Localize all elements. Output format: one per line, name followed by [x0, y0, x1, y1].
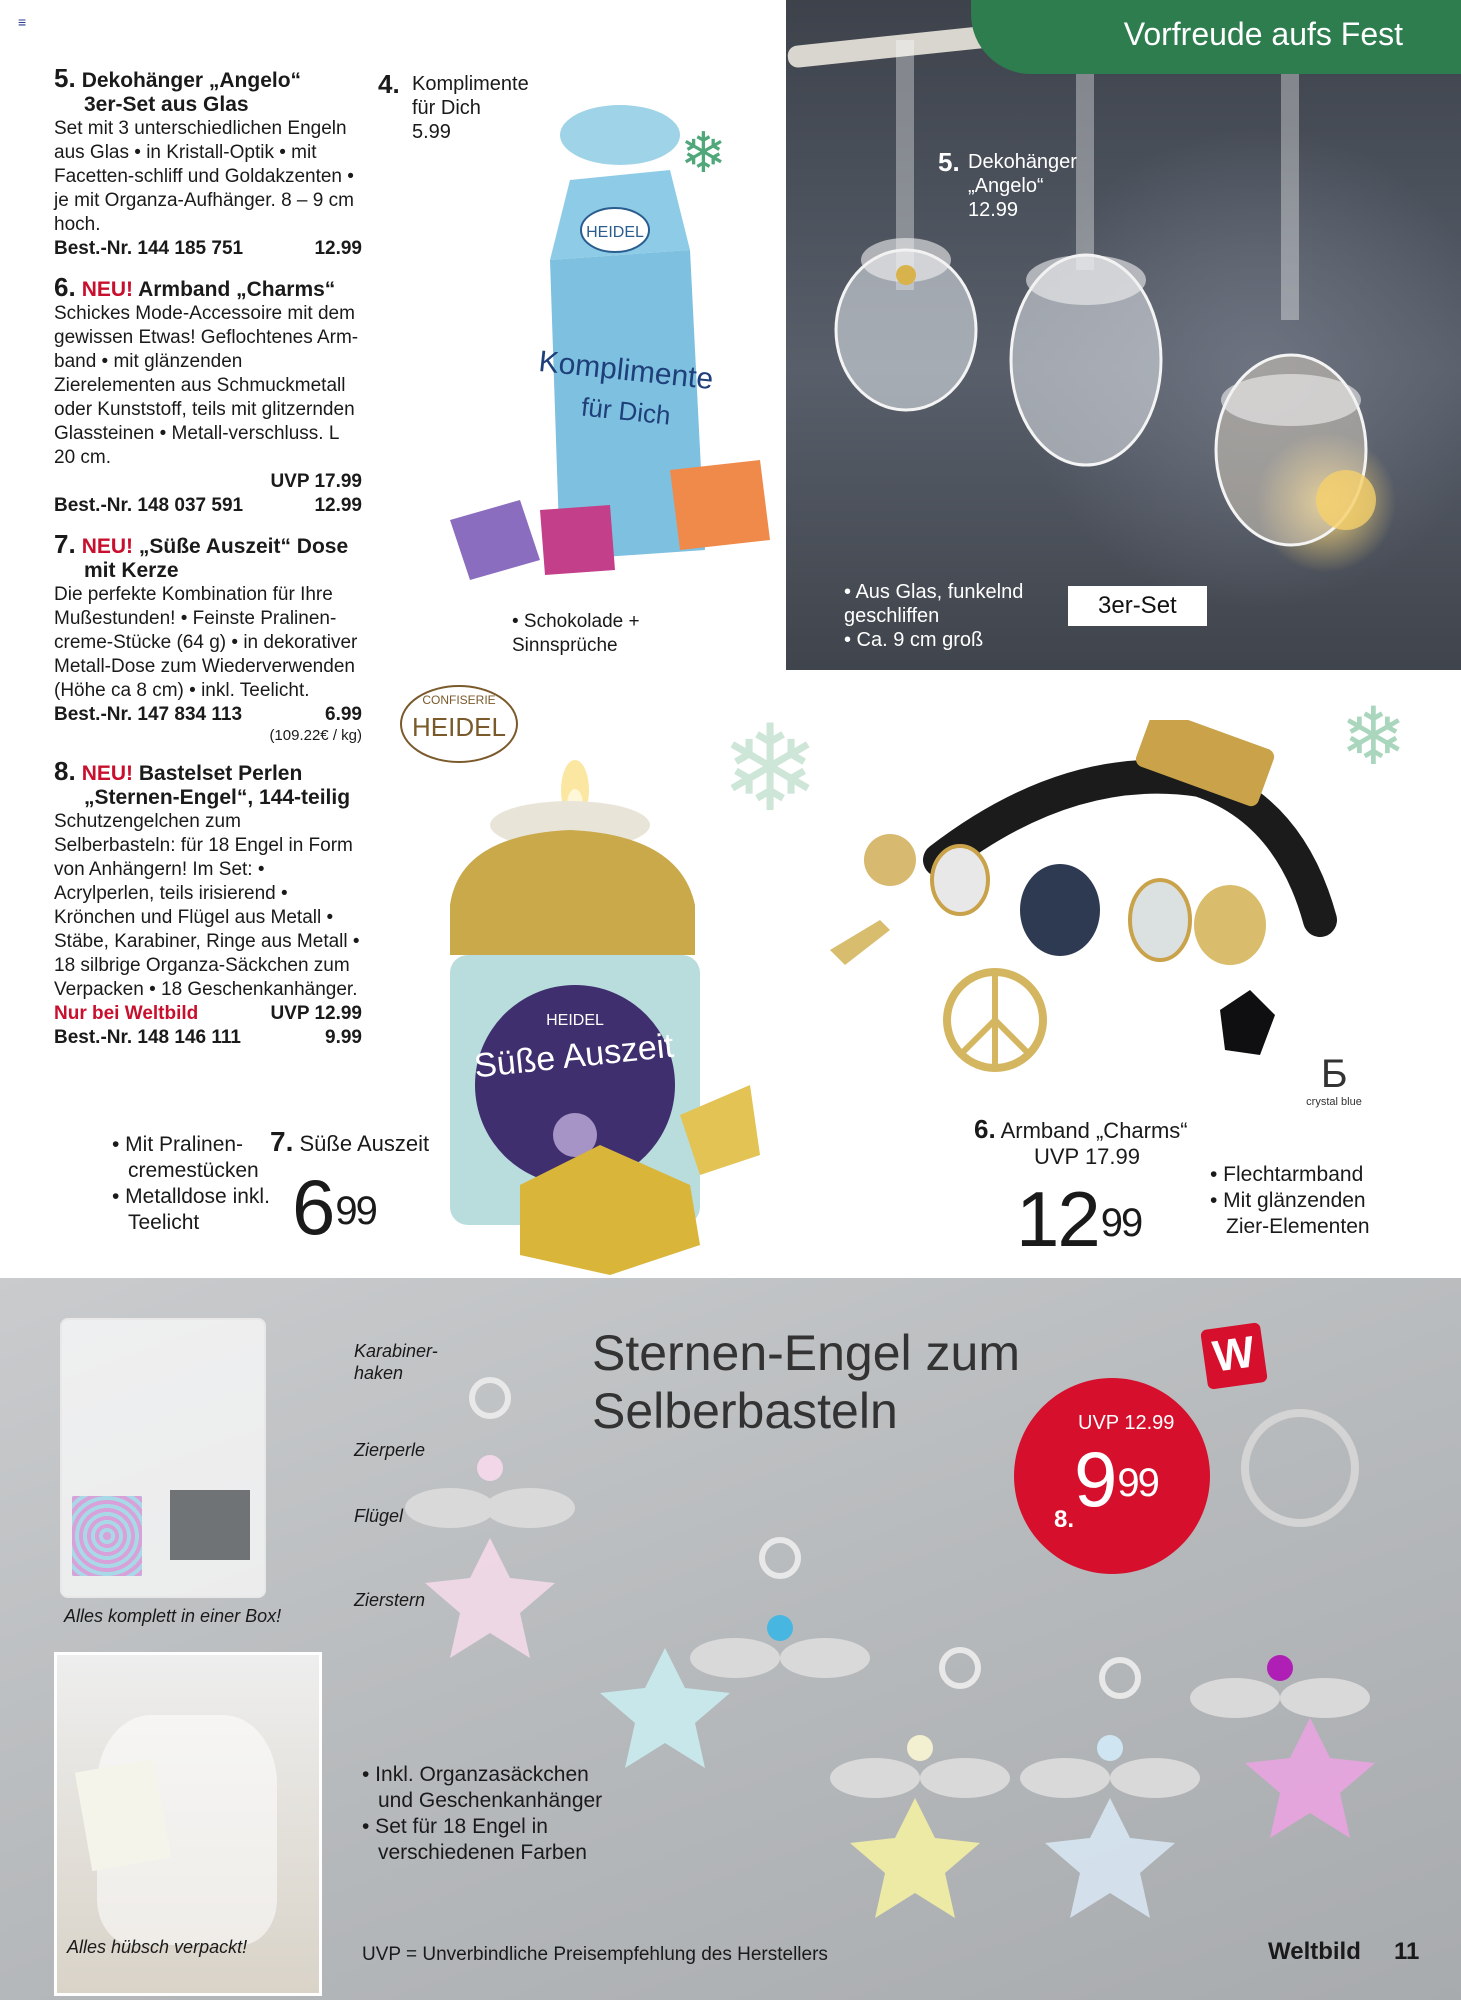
callout-number: 4.	[378, 69, 400, 99]
set-badge: 3er-Set	[1068, 586, 1207, 626]
angel-charm	[1020, 1660, 1200, 1918]
entry-description: Schutzengelchen zum Selberbasteln: für 18 Engel in Form von Anhängern! Im Set: • Acrylperlen, teils irisierend • Krönchen und Flügel aus Metall • Stäbe, Karabiner, Ringe aus Metall • 18 silbrige Organza-Säckchen zum Verpacken • 18 Geschenkanhänger.	[54, 811, 360, 1000]
callout-name: Komplimente für Dich	[412, 73, 529, 119]
entry-subtitle: 3er-Set aus Glas	[84, 93, 249, 116]
entry-price: 12.99	[314, 495, 362, 516]
entry-number: 5.	[54, 63, 76, 93]
new-badge: NEU!	[81, 535, 134, 558]
order-number: Best.-Nr. 148 037 591	[54, 495, 244, 516]
armband-price	[1016, 1175, 1142, 1263]
price-decimal: 99	[335, 1189, 376, 1233]
black-crystal	[1220, 990, 1275, 1055]
angel-drop	[1011, 40, 1161, 465]
entry-description: Die perfekte Kombination für Ihre Mußestunden! • Feinste Pralinen-creme-Stücke (64 g) • in dekorativer Metall-Dose zum Wiederverwenden (Höhe ca 8 cm) • inkl. Teelicht.	[54, 584, 358, 701]
crystal-blue-logo	[1284, 1052, 1384, 1108]
logo-ring-text: CONFISERIE	[422, 693, 496, 707]
charm-bead	[1194, 885, 1266, 965]
crystal-brand: crystal blue	[1306, 1096, 1362, 1108]
banner-text: Vorfreude aufs Fest	[1123, 16, 1403, 52]
tin-title: Süße Auszeit	[472, 1026, 676, 1086]
label-karabiner: Karabiner-haken	[354, 1341, 438, 1383]
label-fluegel: Flügel	[354, 1506, 404, 1526]
callout-price: 12.99	[968, 199, 1019, 221]
chocolate-pink	[540, 505, 615, 575]
beads-compartment	[72, 1496, 142, 1576]
auszeit-price	[292, 1163, 376, 1251]
unit-price: (109.22€ / kg)	[269, 727, 362, 744]
price-decimal: 99	[1117, 1461, 1158, 1505]
angel-charm	[830, 1650, 1010, 1918]
snowflake-icon: ❄	[1340, 692, 1408, 781]
tin-lid	[450, 830, 695, 955]
bullet: • Flechtarmband	[1210, 1163, 1364, 1186]
bullet: • Metalldose inkl. Teelicht	[112, 1185, 270, 1234]
footer-brand: Weltbild	[1268, 1938, 1361, 1965]
uvp-price: UVP 17.99	[270, 471, 362, 492]
gift-tag	[75, 1759, 171, 1871]
badge-number: 8.	[1054, 1506, 1075, 1533]
uvp-price: UVP 17.99	[1034, 1144, 1141, 1169]
page-number: 11	[1394, 1938, 1420, 1965]
braided-band	[940, 777, 1320, 920]
entry-subtitle: mit Kerze	[84, 559, 179, 582]
entry-number: 8.	[54, 756, 76, 786]
order-number: Best.-Nr. 147 834 113	[54, 704, 243, 725]
uvp-footnote: UVP = Unverbindliche Preisempfehlung des Herstellers	[362, 1944, 828, 1965]
entry-title: Bastelset Perlen	[138, 762, 303, 785]
new-badge: NEU!	[81, 762, 134, 785]
charm-rondelle	[1130, 880, 1190, 960]
bag-caption: Alles hübsch verpackt!	[67, 1937, 248, 1957]
komplimente-box-image	[440, 80, 780, 600]
entry-number: 7.	[54, 529, 76, 559]
entry-title: Dekohänger „Angelo“	[81, 69, 302, 92]
exclusive-note: Nur bei Weltbild	[54, 1003, 199, 1024]
charm-pearl	[1020, 864, 1100, 956]
callout-name: Süße Auszeit	[299, 1131, 430, 1156]
organizer-box	[60, 1318, 266, 1598]
angelo-callout	[938, 147, 1088, 222]
headline-line: Selberbasteln	[592, 1383, 898, 1439]
price-integer: 12	[1016, 1175, 1099, 1263]
uvp-price: UVP 12.99	[270, 1003, 362, 1024]
angelo-bullets	[844, 580, 1054, 652]
entry-price: 9.99	[325, 1027, 362, 1048]
angel-charm	[600, 1540, 870, 1768]
angelo-photo	[786, 0, 1461, 670]
chocolate-orange	[670, 460, 770, 550]
callout-number: 6.	[974, 1114, 996, 1144]
entry-auszeit	[54, 529, 362, 745]
entry-price: 12.99	[314, 238, 362, 259]
key-charm	[830, 920, 890, 965]
callout-price: 5.99	[412, 121, 451, 143]
entry-angelo	[54, 63, 362, 261]
gift-bag-photo	[54, 1652, 322, 1996]
entry-bastelset	[54, 756, 362, 1050]
price-integer: 6	[292, 1163, 334, 1251]
label-zierperle: Zierperle	[354, 1440, 426, 1460]
uvp-price: UVP 12.99	[1078, 1412, 1175, 1434]
armband-price-label	[974, 1116, 1214, 1170]
callout-name: Armband „Charms“	[1000, 1118, 1188, 1143]
corner-mark: ≡	[18, 14, 27, 30]
flower-lid	[560, 105, 680, 165]
entry-title: Armband „Charms“	[138, 278, 336, 301]
sternen-engel-panel	[0, 1278, 1461, 2000]
entry-title: „Süße Auszeit“ Dose	[138, 535, 349, 558]
charm-rhinestone	[932, 846, 988, 914]
angel-heart	[836, 40, 976, 410]
box-title: Komplimente	[537, 344, 715, 397]
box-brand: HEIDEL	[586, 224, 644, 241]
komplimente-bullet: • Schokolade + Sinnsprüche	[512, 611, 640, 656]
order-number: Best.-Nr. 148 146 111	[54, 1027, 241, 1048]
auszeit-bullets	[112, 1132, 272, 1236]
box-caption: Alles komplett in einer Box!	[64, 1606, 282, 1626]
charm-gold	[864, 834, 916, 886]
callout-number: 7.	[270, 1126, 294, 1157]
product-list	[54, 63, 362, 1064]
bullet: • Mit glänzenden Zier-Elementen	[1210, 1189, 1370, 1238]
entry-description: Schickes Mode-Accessoire mit dem gewissen Etwas! Geflochtenes Arm-band • mit glänzenden Zierelementen aus Schmuckmetall oder Kunststoff, teils mit glitzernden Glassteinen • Metall-verschluss. L 20 cm.	[54, 303, 359, 468]
bullet: • Ca. 9 cm groß	[844, 629, 984, 651]
armband-bullets	[1210, 1162, 1390, 1240]
entry-price: 6.99	[325, 704, 362, 725]
snowflake-icon: ❄	[720, 702, 821, 836]
price-integer: 9	[1074, 1435, 1116, 1523]
glass-angels	[786, 0, 1461, 670]
entry-subtitle: „Sternen-Engel“, 144-teilig	[84, 786, 351, 809]
organza-bags	[170, 1490, 250, 1560]
entry-number: 6.	[54, 272, 76, 302]
callout-number: 5.	[938, 147, 960, 177]
keyring-charm	[1190, 1413, 1375, 1838]
entry-description: Set mit 3 unterschiedlichen Engeln aus Glas • in Kristall-Optik • mit Facetten-schliff und Goldakzenten • je mit Organza-Aufhänger. 8 – 9 cm hoch.	[54, 118, 354, 235]
logo-name: HEIDEL	[412, 712, 506, 742]
price-decimal: 99	[1100, 1201, 1142, 1245]
new-badge: NEU!	[81, 278, 134, 301]
label-zierstern: Zierstern	[354, 1590, 426, 1610]
angel-charm	[405, 1380, 575, 1658]
bullet: • Inkl. Organzasäckchen und Geschenkanhänger	[362, 1763, 603, 1812]
weltbild-logo: W	[1200, 1322, 1268, 1390]
headline-line: Sternen-Engel zum	[592, 1325, 1021, 1381]
panel-bullets	[362, 1762, 622, 1866]
section-banner	[971, 0, 1461, 74]
callout-name: Dekohänger „Angelo“	[968, 151, 1077, 197]
bullet: • Mit Pralinen-cremestücken	[112, 1133, 259, 1182]
snowflake-icon: ❄	[680, 121, 727, 184]
crystal-logo-icon: Ƃ	[1320, 1052, 1348, 1096]
auszeit-price-label	[270, 1126, 429, 1158]
bullet: • Set für 18 Engel in verschiedenen Farben	[362, 1815, 587, 1864]
entry-armband	[54, 272, 362, 518]
tin-brand: HEIDEL	[546, 1012, 604, 1029]
box-subtitle: für Dich	[579, 391, 673, 431]
chocolate-purple	[450, 500, 540, 580]
order-number: Best.-Nr. 144 185 751	[54, 238, 244, 259]
bullet: • Aus Glas, funkelnd geschliffen	[844, 581, 1024, 627]
